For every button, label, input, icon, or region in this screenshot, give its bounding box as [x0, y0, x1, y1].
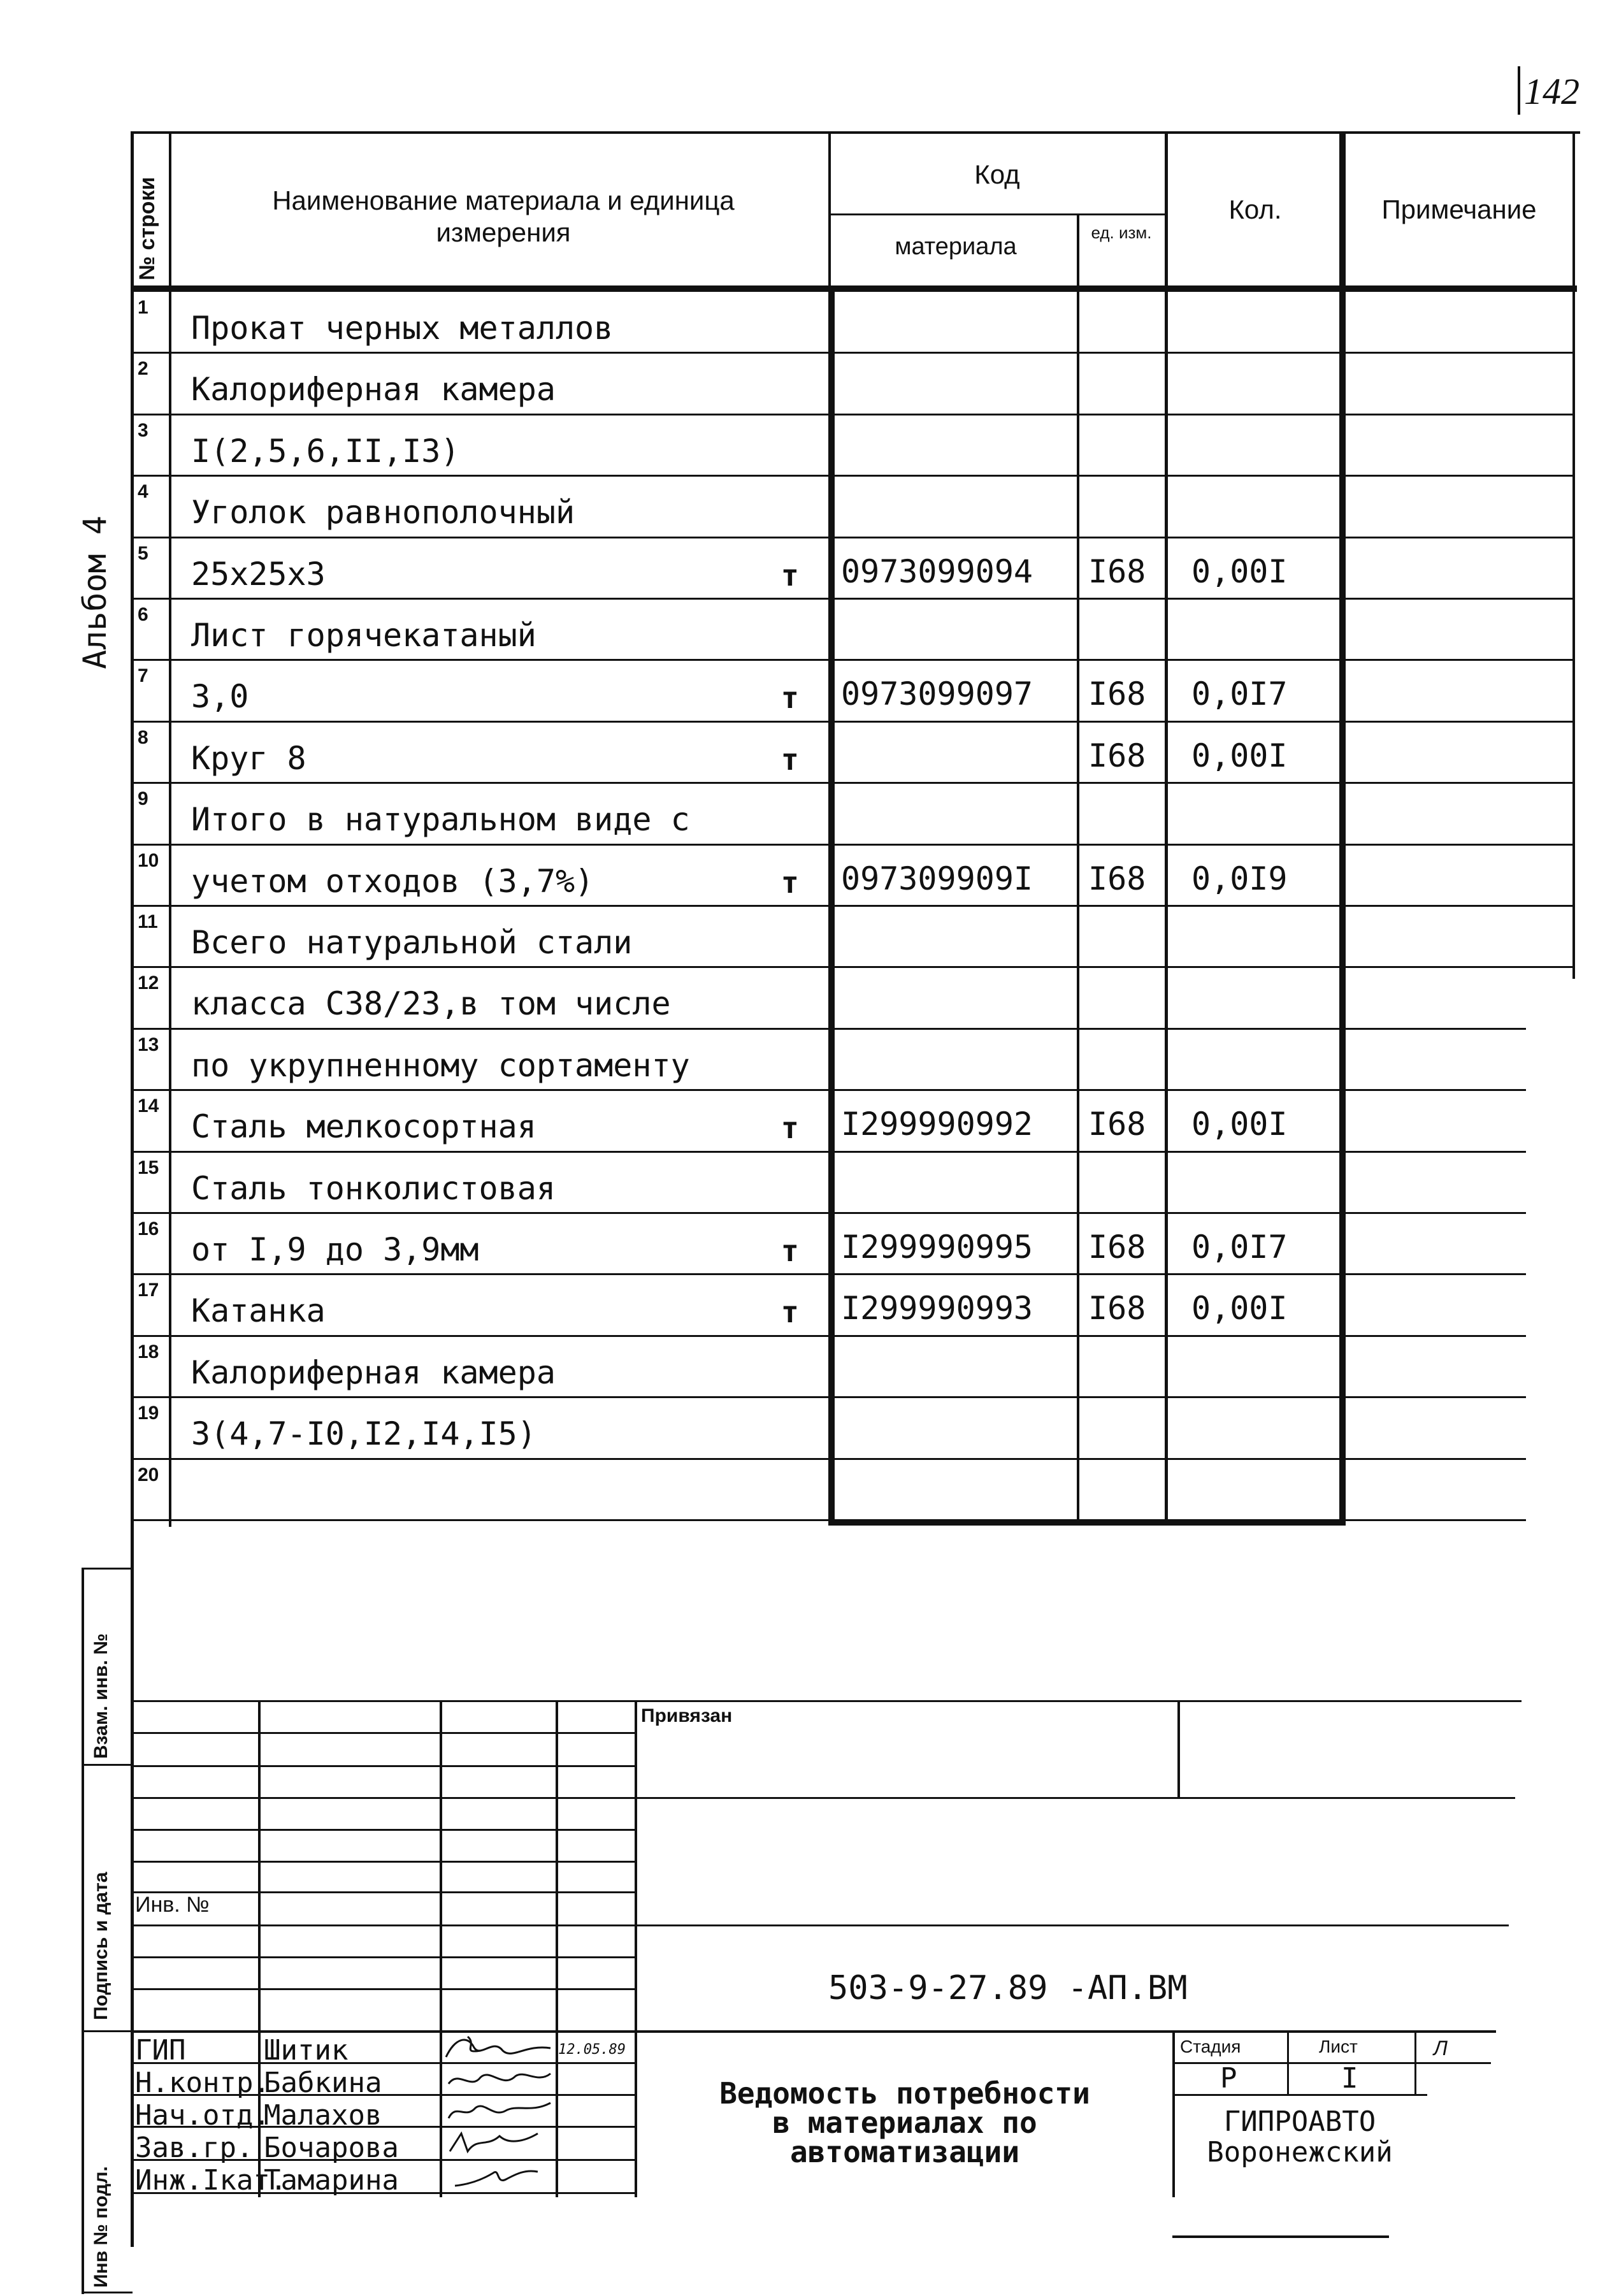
row-number: 19	[138, 1403, 159, 1424]
row-separator	[134, 475, 1575, 477]
person-role: Н.контр.	[135, 2067, 270, 2099]
row-material-name: Круг 8	[191, 739, 306, 777]
row-number: 7	[138, 665, 148, 687]
row-material-code: I299990992	[841, 1106, 1033, 1143]
row-number: 14	[138, 1095, 159, 1117]
row-unit-code: I68	[1088, 1106, 1146, 1143]
row-separator	[134, 905, 1575, 907]
row-unit: т	[781, 1295, 799, 1330]
document-title-line-1: Ведомость потребности	[719, 2076, 1090, 2111]
stage-value: Р	[1220, 2062, 1237, 2095]
row-number: 16	[138, 1218, 159, 1239]
row-separator	[134, 782, 1575, 784]
row-separator	[134, 537, 1575, 538]
row-unit-code: I68	[1088, 1229, 1146, 1266]
row-quantity: 0,00I	[1191, 1106, 1288, 1143]
page-number-bracket	[1518, 66, 1520, 115]
row-separator	[134, 1212, 1526, 1214]
row-number: 10	[138, 849, 159, 871]
row-separator	[134, 1458, 1526, 1460]
row-separator	[134, 1335, 1526, 1337]
row-number: 2	[138, 358, 148, 380]
header-qty: Кол.	[1228, 194, 1282, 224]
side-label-vzam-inv: Взам. инв. №	[90, 1633, 112, 1759]
row-separator	[134, 1273, 1526, 1275]
side-label-podpis-data: Подпись и дата	[90, 1872, 112, 2020]
row-quantity: 0,00I	[1191, 737, 1288, 774]
row-unit: т	[781, 865, 799, 900]
row-quantity: 0,0I9	[1191, 860, 1288, 897]
row-material-name: по укрупненному сортаменту	[191, 1046, 690, 1084]
person-name: Малахов	[264, 2099, 382, 2132]
table-top-border	[134, 131, 1580, 134]
organization	[1179, 2107, 1421, 2168]
row-number: 17	[138, 1280, 159, 1301]
row-material-name: I(2,5,6,II,I3)	[191, 432, 460, 470]
row-unit-code: I68	[1088, 737, 1146, 774]
row-separator	[134, 598, 1575, 600]
header-name: Наименование материала и единица измерения	[272, 185, 735, 247]
header-row-number: № строки	[135, 177, 159, 280]
sheet-label: Лист	[1319, 2037, 1358, 2056]
row-number: 1	[138, 297, 148, 318]
row-number: 6	[138, 604, 148, 625]
signature-babkina	[442, 2065, 554, 2094]
row-separator	[134, 1151, 1526, 1153]
header-code-unit: ед. изм.	[1091, 223, 1152, 242]
row-unit-code: I68	[1088, 860, 1146, 897]
row-number: 12	[138, 972, 159, 994]
person-role: Нач.отд.	[135, 2099, 270, 2132]
row-material-name: 3,0	[191, 678, 249, 716]
album-label: Альбом 4	[76, 516, 113, 669]
person-role: ГИП	[135, 2034, 186, 2067]
header-code-material: материала	[895, 233, 1017, 260]
person-role: Инж.Iкат.	[135, 2164, 287, 2197]
row-unit: т	[781, 742, 799, 777]
side-label-inv-podl: Инв № подл.	[90, 2166, 112, 2288]
privyazan-label: Привязан	[641, 1705, 733, 1726]
signature-shitik	[442, 2032, 554, 2062]
row-quantity: 0,0I7	[1191, 675, 1288, 713]
organization-line-1: ГИПРОАВТО	[1223, 2105, 1376, 2138]
row-separator	[134, 721, 1575, 723]
document-title-line-3: автоматизации	[789, 2135, 1020, 2169]
header-code: Код	[974, 159, 1020, 189]
row-separator	[134, 966, 1575, 968]
row-separator	[134, 1519, 1526, 1521]
row-number: 20	[138, 1464, 159, 1485]
row-material-name: Сталь тонколистовая	[191, 1169, 556, 1207]
sheet-value: I	[1341, 2062, 1358, 2095]
signature-tamarina	[442, 2162, 554, 2191]
row-unit: т	[781, 681, 799, 716]
row-unit: т	[781, 1111, 799, 1146]
row-number: 8	[138, 726, 148, 748]
row-number: 4	[138, 481, 148, 503]
row-unit-code: I68	[1088, 552, 1146, 590]
row-number: 3	[138, 419, 148, 441]
row-material-name: Прокат черных металлов	[191, 310, 614, 347]
row-material-name: от I,9 до 3,9мм	[191, 1231, 479, 1268]
person-date: 12.05.89	[558, 2042, 626, 2058]
row-material-name: класса С38/23,в том числе	[191, 985, 671, 1023]
row-separator	[134, 414, 1575, 415]
sheets-label: Л	[1434, 2037, 1448, 2060]
row-material-code: 0973099097	[841, 675, 1033, 713]
signature-malakhov	[442, 2097, 554, 2126]
row-material-name: Катанка	[191, 1292, 326, 1330]
row-number: 13	[138, 1034, 159, 1055]
header-note: Примечание	[1381, 194, 1537, 224]
row-material-name: Калориферная камера	[191, 1354, 556, 1391]
stage-label: Стадия	[1180, 2037, 1241, 2056]
row-number: 18	[138, 1341, 159, 1362]
row-material-name: 25x25x3	[191, 555, 326, 593]
row-number: 15	[138, 1157, 159, 1178]
row-material-code: 097309909I	[841, 860, 1033, 897]
row-material-name: Сталь мелкосортная	[191, 1108, 536, 1146]
row-number: 9	[138, 788, 148, 810]
row-material-name: 3(4,7-I0,I2,I4,I5)	[191, 1415, 536, 1453]
row-material-name: учетом отходов (3,7%)	[191, 862, 594, 900]
row-quantity: 0,00I	[1191, 1290, 1288, 1327]
inv-no-label: Инв. №	[135, 1893, 210, 1917]
row-unit-code: I68	[1088, 675, 1146, 713]
table-left-border	[131, 131, 134, 2247]
person-role: Зав.гр.	[135, 2132, 254, 2164]
row-material-name: Всего натуральной стали	[191, 924, 633, 961]
person-name: Тамарина	[264, 2164, 399, 2197]
row-material-code: 0973099094	[841, 552, 1033, 590]
row-material-name: Лист горячекатаный	[191, 617, 536, 654]
row-separator	[134, 352, 1575, 354]
row-material-code: I299990993	[841, 1290, 1033, 1327]
row-separator	[134, 1089, 1526, 1091]
person-name: Бабкина	[264, 2067, 382, 2099]
row-separator	[134, 659, 1575, 661]
page-number: 142	[1524, 71, 1579, 112]
row-number: 11	[138, 911, 158, 932]
row-material-name: Калориферная камера	[191, 371, 556, 408]
document-title-line-2: в материалах по	[772, 2105, 1037, 2140]
row-material-code: I299990995	[841, 1229, 1033, 1266]
signature-bocharova	[442, 2128, 554, 2158]
person-name: Шитик	[264, 2034, 349, 2067]
row-unit: т	[781, 558, 799, 593]
doc-code: 503-9-27.89 -АП.ВМ	[828, 1969, 1188, 2007]
row-number: 5	[138, 542, 148, 564]
row-separator	[134, 844, 1575, 846]
row-quantity: 0,00I	[1191, 552, 1288, 590]
row-quantity: 0,0I7	[1191, 1229, 1288, 1266]
organization-line-2: Воронежский	[1207, 2136, 1393, 2169]
document-title	[644, 2076, 1166, 2169]
row-unit-code: I68	[1088, 1290, 1146, 1327]
row-unit: т	[781, 1234, 799, 1268]
row-separator	[134, 1396, 1526, 1398]
person-name: Бочарова	[264, 2132, 399, 2164]
row-material-name: Итого в натуральном виде с	[191, 801, 690, 839]
row-material-name: Уголок равнополочный	[191, 494, 575, 531]
row-separator	[134, 1028, 1526, 1030]
